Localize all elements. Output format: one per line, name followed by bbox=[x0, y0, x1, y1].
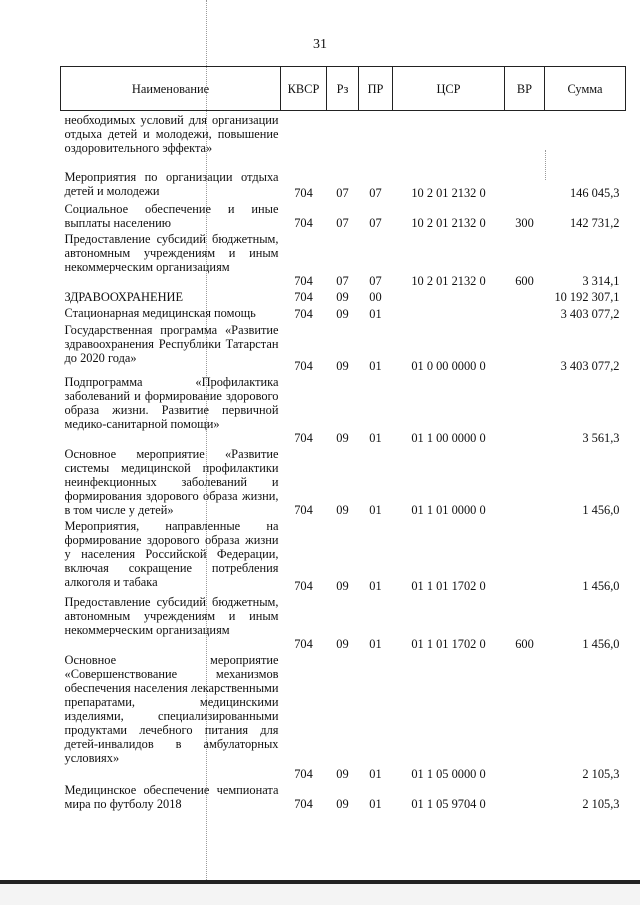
row-rz: 09 bbox=[336, 636, 349, 651]
row-kvsr: 704 bbox=[294, 636, 313, 651]
row-vr: 600 bbox=[515, 273, 534, 288]
row-kvsr: 704 bbox=[294, 185, 313, 200]
page-number: 31 bbox=[313, 37, 327, 52]
row-name: Государственная программа «Развитие здравоохранения Республики Татарстан до 2020 года» bbox=[64, 322, 279, 365]
table-row bbox=[61, 373, 626, 445]
row-sum: 3 403 077,2 bbox=[560, 358, 620, 373]
row-kvsr: 704 bbox=[294, 766, 313, 781]
row-pr: 01 bbox=[369, 578, 382, 593]
table-row bbox=[61, 111, 626, 168]
header-pr: ПР bbox=[359, 67, 393, 111]
row-kvsr: 704 bbox=[294, 273, 313, 288]
table-row bbox=[61, 230, 626, 288]
row-name: Предоставление субсидий бюджетным, автономным учреждениям и иным некоммерческим организациям bbox=[64, 231, 279, 274]
row-kvsr: 704 bbox=[294, 358, 313, 373]
row-vr bbox=[505, 304, 545, 321]
row-pr: 01 bbox=[369, 766, 382, 781]
row-csr: 01 1 01 0000 0 bbox=[411, 502, 486, 517]
header-csr: ЦСР bbox=[393, 67, 505, 111]
row-csr: 01 1 01 1702 0 bbox=[411, 636, 486, 651]
row-pr: 01 bbox=[369, 502, 382, 517]
row-vr bbox=[505, 288, 545, 304]
table-row bbox=[61, 288, 626, 304]
row-sum: 3 403 077,2 bbox=[560, 306, 620, 321]
header-name: Наименование bbox=[61, 67, 281, 111]
row-sum bbox=[545, 111, 626, 168]
row-vr bbox=[505, 781, 545, 811]
row-rz: 09 bbox=[336, 796, 349, 811]
row-name: Стационарная медицинская помощь bbox=[64, 305, 256, 320]
header-vr: ВР bbox=[505, 67, 545, 111]
row-pr: 07 bbox=[369, 215, 382, 230]
header-kvsr: КВСР bbox=[281, 67, 327, 111]
row-vr bbox=[505, 517, 545, 593]
table-row bbox=[61, 593, 626, 651]
table-row bbox=[61, 517, 626, 593]
row-sum: 2 105,3 bbox=[582, 766, 620, 781]
row-name: Основное мероприятие «Развитие системы медицинской профилактики неинфекционных заболеваний и формирования здорового образа жизни, в том числе у детей» bbox=[64, 446, 279, 517]
header-rz: Рз bbox=[327, 67, 359, 111]
budget-table-container bbox=[60, 66, 625, 811]
row-name: Подпрограмма «Профилактика заболеваний и формирование здорового образа жизни. Развитие первичной медико-санитарной помощи» bbox=[64, 374, 279, 431]
row-kvsr: 704 bbox=[294, 306, 313, 321]
row-sum: 142 731,2 bbox=[569, 215, 620, 230]
row-sum: 2 105,3 bbox=[582, 796, 620, 811]
row-vr bbox=[505, 445, 545, 517]
row-name: необходимых условий для организации отдыха детей и молодежи, повышение оздоровительного эффекта» bbox=[64, 113, 279, 155]
row-csr: 01 1 01 1702 0 bbox=[411, 578, 486, 593]
row-name: Мероприятия, направленные на формирование здорового образа жизни у населения Российской Федерации, включая сокращение потребления алкоголя и табака bbox=[64, 518, 279, 589]
row-csr bbox=[393, 288, 505, 304]
row-vr bbox=[505, 111, 545, 168]
table-row bbox=[61, 321, 626, 373]
row-csr: 10 2 01 2132 0 bbox=[411, 273, 486, 288]
row-rz: 09 bbox=[336, 502, 349, 517]
row-sum: 146 045,3 bbox=[569, 185, 620, 200]
row-pr: 07 bbox=[369, 185, 382, 200]
row-vr bbox=[505, 373, 545, 445]
row-pr: 01 bbox=[369, 358, 382, 373]
row-pr bbox=[359, 111, 393, 168]
table-row bbox=[61, 651, 626, 781]
header-sum: Сумма bbox=[545, 67, 626, 111]
row-name: ЗДРАВООХРАНЕНИЕ bbox=[64, 289, 184, 304]
table-row bbox=[61, 445, 626, 517]
row-csr bbox=[393, 111, 505, 168]
row-rz: 09 bbox=[336, 430, 349, 445]
row-name: Медицинское обеспечение чемпионата мира по футболу 2018 bbox=[64, 782, 279, 811]
row-pr: 01 bbox=[369, 636, 382, 651]
row-kvsr: 704 bbox=[294, 289, 313, 304]
row-csr bbox=[393, 304, 505, 321]
table-row bbox=[61, 781, 626, 811]
row-name: Мероприятия по организации отдыха детей и молодежи bbox=[64, 169, 279, 198]
row-rz: 09 bbox=[336, 289, 349, 304]
row-sum: 3 561,3 bbox=[582, 430, 620, 445]
row-csr: 01 1 05 9704 0 bbox=[411, 796, 486, 811]
row-pr: 01 bbox=[369, 306, 382, 321]
row-rz: 07 bbox=[336, 273, 349, 288]
row-csr: 01 1 00 0000 0 bbox=[411, 430, 486, 445]
row-sum: 3 314,1 bbox=[582, 273, 620, 288]
row-kvsr: 704 bbox=[294, 430, 313, 445]
row-csr: 01 1 05 0000 0 bbox=[411, 766, 486, 781]
row-vr: 600 bbox=[515, 636, 534, 651]
row-kvsr: 704 bbox=[294, 578, 313, 593]
row-vr bbox=[505, 168, 545, 200]
row-sum: 10 192 307,1 bbox=[554, 289, 620, 304]
row-csr: 10 2 01 2132 0 bbox=[411, 185, 486, 200]
row-pr: 01 bbox=[369, 796, 382, 811]
row-kvsr: 704 bbox=[294, 502, 313, 517]
table-row bbox=[61, 168, 626, 200]
row-rz: 09 bbox=[336, 766, 349, 781]
row-pr: 00 bbox=[369, 289, 382, 304]
row-rz: 09 bbox=[336, 358, 349, 373]
table-row bbox=[61, 200, 626, 230]
row-pr: 07 bbox=[369, 273, 382, 288]
row-vr bbox=[505, 651, 545, 781]
budget-table bbox=[60, 66, 626, 811]
scan-bottom-margin bbox=[0, 884, 640, 905]
row-vr bbox=[505, 321, 545, 373]
row-rz bbox=[327, 111, 359, 168]
row-kvsr bbox=[281, 111, 327, 168]
row-csr: 01 0 00 0000 0 bbox=[411, 358, 486, 373]
table-row bbox=[61, 304, 626, 321]
table-header-row bbox=[61, 67, 626, 111]
row-sum: 1 456,0 bbox=[582, 578, 620, 593]
row-rz: 07 bbox=[336, 185, 349, 200]
row-kvsr: 704 bbox=[294, 796, 313, 811]
row-name: Социальное обеспечение и иные выплаты населению bbox=[64, 201, 279, 230]
row-rz: 09 bbox=[336, 306, 349, 321]
row-sum: 1 456,0 bbox=[582, 502, 620, 517]
row-rz: 09 bbox=[336, 578, 349, 593]
row-name: Предоставление субсидий бюджетным, автономным учреждениям и иным некоммерческим организациям bbox=[64, 594, 279, 637]
row-sum: 1 456,0 bbox=[582, 636, 620, 651]
row-rz: 07 bbox=[336, 215, 349, 230]
row-csr: 10 2 01 2132 0 bbox=[411, 215, 486, 230]
row-kvsr: 704 bbox=[294, 215, 313, 230]
row-pr: 01 bbox=[369, 430, 382, 445]
row-vr: 300 bbox=[515, 215, 534, 230]
row-name: Основное мероприятие «Совершенствование механизмов обеспечения населения лекарственными препаратами, медицинскими изделиями, специализированными продуктами лечебного питания для детей-инвалидов в амбулаторных условиях» bbox=[64, 652, 279, 765]
